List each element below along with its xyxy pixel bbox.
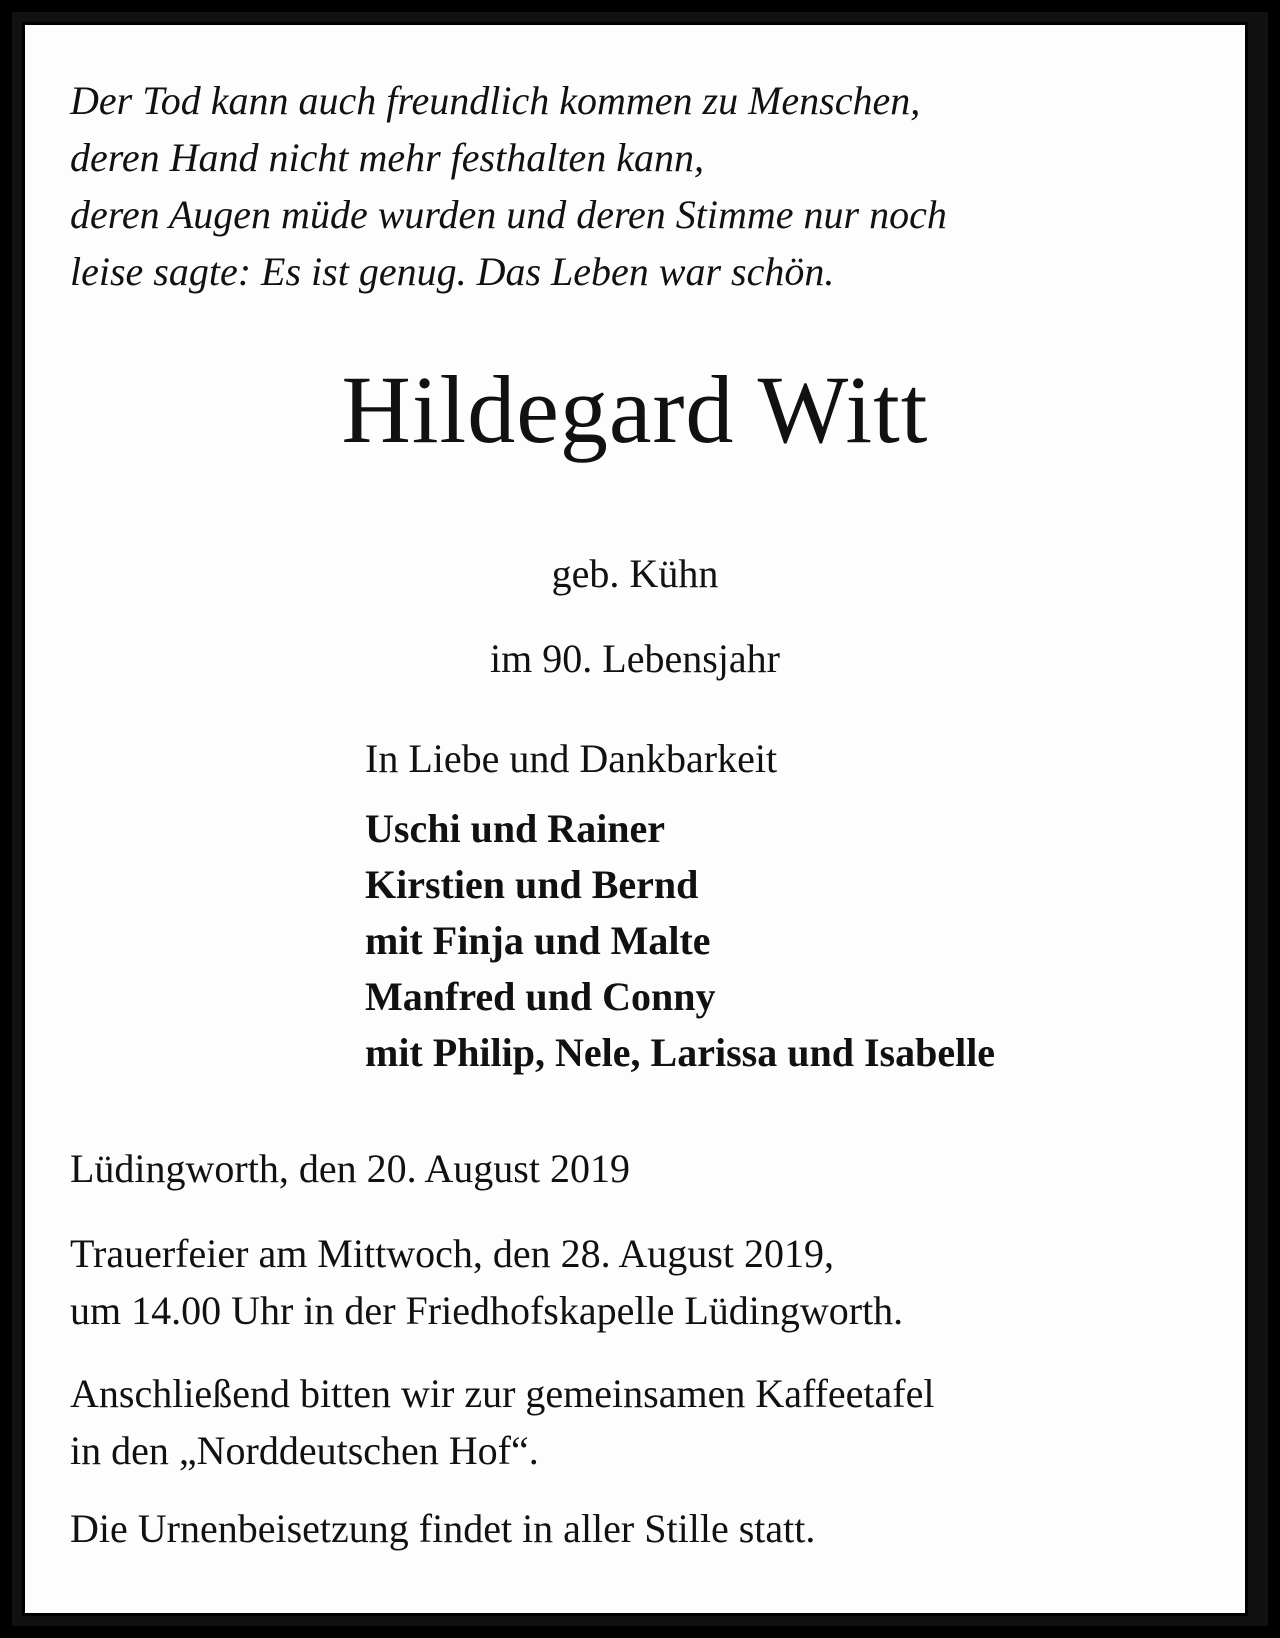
burial-note: Die Urnenbeisetzung findet in aller Stille statt. <box>70 1506 816 1551</box>
dedication-line: In Liebe und Dankbarkeit <box>365 736 778 781</box>
mourner-line: Uschi und Rainer <box>365 806 666 851</box>
place-and-date: Lüdingworth, den 20. August 2019 <box>70 1146 630 1191</box>
obituary-notice <box>22 22 1248 1616</box>
memorial-poem: Der Tod kann auch freundlich kommen zu Menschen, deren Hand nicht mehr festhalten kann, deren Augen müde wurden und deren Stimme nur noch leise sagte: Es ist genug. Das Leben war schön. <box>70 78 947 294</box>
mourner-line: mit Philip, Nele, Larissa und Isabelle <box>365 1030 996 1075</box>
mourner-line: mit Finja und Malte <box>365 918 711 963</box>
age-line: im 90. Lebensjahr <box>490 636 780 681</box>
reception-details: Anschließend bitten wir zur gemeinsamen Kaffeetafel in den „Norddeutschen Hof“. <box>70 1371 935 1473</box>
mourners-list <box>365 801 995 1081</box>
mourner-line: Manfred und Conny <box>365 974 716 1019</box>
funeral-details: Trauerfeier am Mittwoch, den 28. August 2019, um 14.00 Uhr in der Friedhofskapelle Lüdingworth. <box>70 1231 904 1333</box>
mourner-line: Kirstien und Bernd <box>365 862 699 907</box>
deceased-name: Hildegard Witt <box>341 356 929 463</box>
maiden-name: geb. Kühn <box>551 551 719 596</box>
